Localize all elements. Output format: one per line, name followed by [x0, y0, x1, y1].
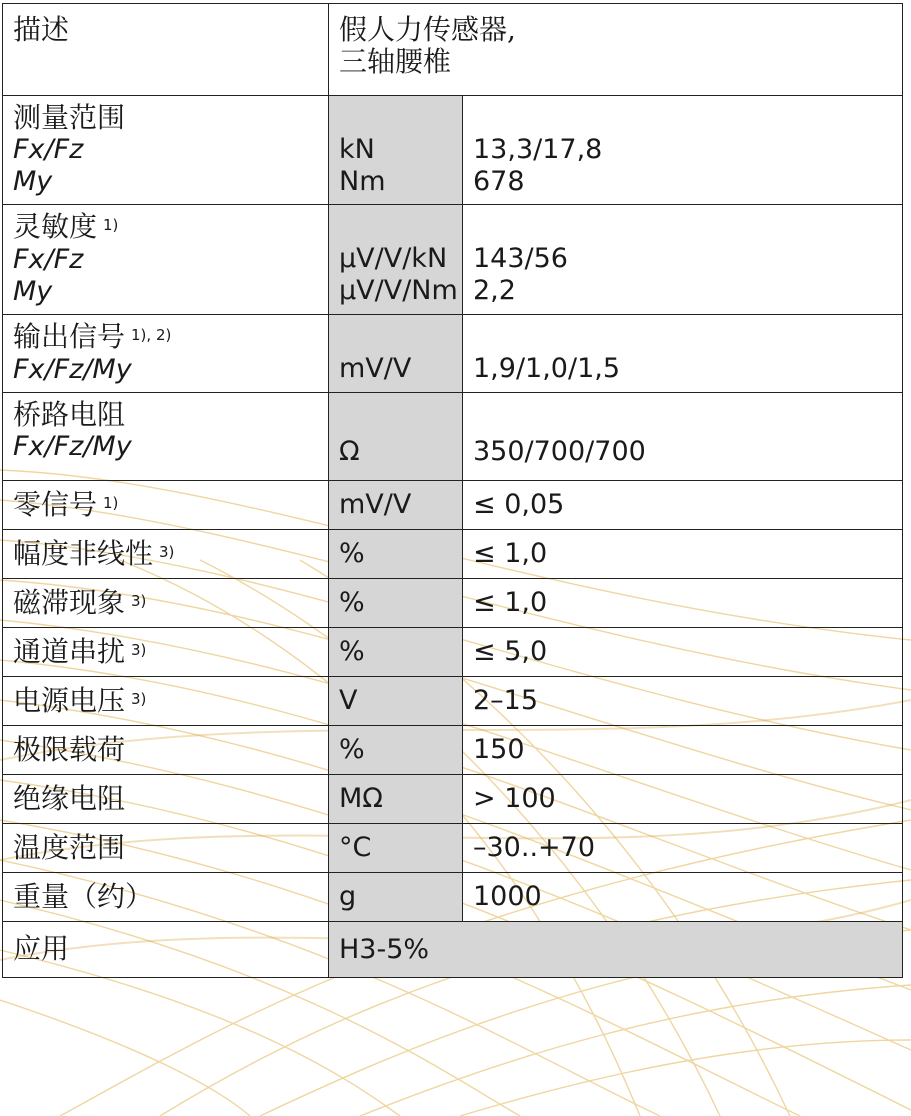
insul-unit: MΩ — [329, 775, 463, 824]
row-temperature — [3, 824, 903, 873]
hyst-label-cell — [3, 579, 329, 628]
row-limit-load — [3, 726, 903, 775]
temp-unit: °C — [329, 824, 463, 873]
weight-unit: g — [329, 873, 463, 922]
nonlin-label-cell — [3, 530, 329, 579]
weight-label: 重量（约） — [13, 879, 154, 913]
nonlin-note: 3) — [159, 542, 175, 561]
output-label-cell — [3, 315, 329, 393]
temp-label: 温度范围 — [13, 830, 126, 864]
range-label: 测量范围 — [13, 101, 126, 134]
insul-label-cell — [3, 775, 329, 824]
sens-label-cell — [3, 205, 329, 315]
weight-label-cell — [3, 873, 329, 922]
sens-note: 1) — [103, 216, 119, 234]
row-hysteresis — [3, 579, 903, 628]
sens-value-cell — [463, 205, 903, 315]
temp-value: –30..+70 — [463, 824, 903, 873]
range-unit2: Nm — [339, 166, 386, 197]
row-application — [3, 922, 903, 978]
sens-sub1: Fx/Fz — [13, 244, 84, 275]
temp-label-cell — [3, 824, 329, 873]
supply-label-cell — [3, 677, 329, 726]
output-unit1: mV/V — [339, 353, 412, 384]
output-label: 输出信号 — [13, 320, 126, 353]
row-nonlinearity — [3, 530, 903, 579]
row-weight — [3, 873, 903, 922]
app-value: H3-5% — [329, 922, 903, 978]
app-label-cell — [3, 922, 329, 978]
row-insulation — [3, 775, 903, 824]
range-value-cell — [463, 96, 903, 205]
cross-label: 通道串扰 — [13, 634, 126, 668]
header-value-cell — [329, 4, 903, 96]
range-val2: 678 — [473, 166, 525, 197]
hyst-unit: % — [329, 579, 463, 628]
output-value-cell — [463, 315, 903, 393]
sens-val2: 2,2 — [473, 275, 516, 306]
cross-unit: % — [329, 628, 463, 677]
sens-val1: 143/56 — [473, 243, 568, 274]
bridge-unit-cell — [329, 393, 463, 481]
zero-value: ≤ 0,05 — [463, 481, 903, 530]
hyst-value: ≤ 1,0 — [463, 579, 903, 628]
bridge-label: 桥路电阻 — [13, 398, 126, 431]
output-unit-cell — [329, 315, 463, 393]
range-unit-cell — [329, 96, 463, 205]
range-sub2: My — [13, 166, 53, 197]
header-label-cell — [3, 4, 329, 96]
bridge-sub1: Fx/Fz/My — [13, 431, 132, 462]
zero-unit: mV/V — [329, 481, 463, 530]
supply-unit: V — [329, 677, 463, 726]
row-output — [3, 315, 903, 393]
zero-label-cell — [3, 481, 329, 530]
supply-value: 2–15 — [463, 677, 903, 726]
output-note: 1), 2) — [131, 326, 172, 344]
supply-note: 3) — [131, 689, 147, 708]
limit-value: 150 — [463, 726, 903, 775]
limit-unit: % — [329, 726, 463, 775]
range-label-cell — [3, 96, 329, 205]
zero-label: 零信号 — [13, 487, 98, 521]
zero-note: 1) — [103, 493, 119, 512]
sens-sub2: My — [13, 276, 53, 307]
bridge-val1: 350/700/700 — [473, 436, 646, 467]
range-unit1: kN — [339, 134, 375, 165]
sens-unit1: µV/V/kN — [339, 243, 448, 274]
row-crosstalk — [3, 628, 903, 677]
row-supply — [3, 677, 903, 726]
row-bridge — [3, 393, 903, 481]
row-sensitivity — [3, 205, 903, 315]
supply-label: 电源电压 — [13, 683, 126, 717]
hyst-label: 磁滞现象 — [13, 585, 126, 619]
nonlin-unit: % — [329, 530, 463, 579]
row-zero — [3, 481, 903, 530]
output-sub1: Fx/Fz/My — [13, 354, 132, 385]
insul-value: > 100 — [463, 775, 903, 824]
header-value-line2: 三轴腰椎 — [339, 45, 452, 78]
cross-note: 3) — [131, 640, 147, 659]
header-row — [3, 4, 903, 96]
cross-label-cell — [3, 628, 329, 677]
sens-unit-cell — [329, 205, 463, 315]
nonlin-label: 幅度非线性 — [13, 536, 154, 570]
bridge-label-cell — [3, 393, 329, 481]
bridge-value-cell — [463, 393, 903, 481]
hyst-note: 3) — [131, 591, 147, 610]
bridge-unit1: Ω — [339, 436, 360, 467]
output-val1: 1,9/1,0/1,5 — [473, 353, 621, 384]
limit-label-cell — [3, 726, 329, 775]
app-label: 应用 — [13, 932, 70, 965]
header-value-line1: 假人力传感器, — [339, 13, 516, 46]
insul-label: 绝缘电阻 — [13, 781, 126, 815]
row-range — [3, 96, 903, 205]
weight-value: 1000 — [463, 873, 903, 922]
nonlin-value: ≤ 1,0 — [463, 530, 903, 579]
range-val1: 13,3/17,8 — [473, 134, 603, 165]
cross-value: ≤ 5,0 — [463, 628, 903, 677]
range-sub1: Fx/Fz — [13, 134, 84, 165]
sens-unit2: µV/V/Nm — [339, 275, 458, 306]
sens-label: 灵敏度 — [13, 210, 98, 243]
limit-label: 极限载荷 — [13, 732, 126, 766]
header-label: 描述 — [13, 13, 70, 46]
spec-table — [2, 3, 903, 978]
